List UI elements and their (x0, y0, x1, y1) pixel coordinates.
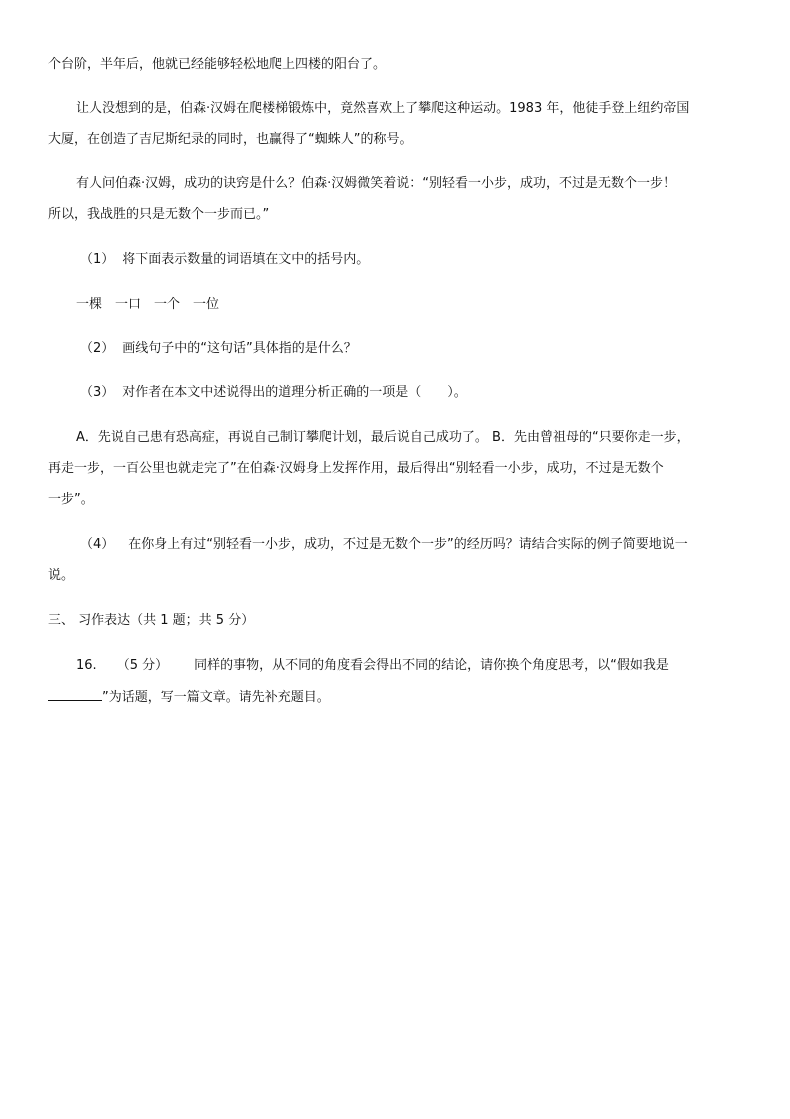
question-number: （2） (80, 341, 115, 356)
question-4 (80, 536, 688, 554)
question-number: （4） (80, 537, 115, 552)
question-number: 16. (76, 658, 97, 673)
question-text: 在你身上有过“别轻看一小步，成功，不过是无数个一步”的经历吗？请结合实际的例子简要地说一 (128, 537, 688, 552)
question-3 (80, 384, 467, 402)
question-1 (80, 251, 369, 269)
section-heading: 三、 习作表达（共 1 题；共 5 分） (48, 613, 255, 628)
measure-words-list: 一棵 一口 一个 一位 (76, 297, 220, 312)
question-number: （3） (80, 385, 115, 400)
question-2 (80, 340, 357, 358)
question-text: 对作者在本文中述说得出的道理分析正确的一项是（ ）。 (122, 385, 467, 400)
passage-line: 所以，我战胜的只是无数个一步而已。” (48, 207, 270, 222)
question-text: ”为话题，写一篇文章。请先补充题目。 (102, 690, 330, 705)
passage-line: 大厦，在创造了吉尼斯纪录的同时，也赢得了“蜘蛛人”的称号。 (48, 132, 413, 147)
passage-line: 有人问伯森·汉姆，成功的诀窍是什么？伯森·汉姆微笑着说：“别轻看一小步，成功，不过是无数个一步！ (76, 176, 677, 191)
answer-options: 再走一步，一百公里也就走完了”在伯森·汉姆身上发挥作用，最后得出“别轻看一小步，成功，不过是无数个 (48, 461, 664, 476)
fill-in-blank[interactable] (48, 688, 102, 701)
question-16-line-2 (48, 688, 330, 707)
question-text: 将下面表示数量的词语填在文中的括号内。 (122, 252, 370, 267)
passage-line: 个台阶，半年后，他就已经能够轻松地爬上四楼的阳台了。 (48, 57, 387, 72)
question-points: （5 分） (116, 658, 169, 673)
question-16 (76, 657, 669, 675)
question-text: 同样的事物，从不同的角度看会得出不同的结论，请你换个角度思考，以“假如我是 (194, 658, 669, 673)
answer-options: A．先说自己患有恐高症，再说自己制订攀爬计划，最后说自己成功了。 B．先由曾祖母的“只要你走一步， (76, 430, 690, 445)
question-number: （1） (80, 252, 115, 267)
answer-options: 一步”。 (48, 492, 94, 507)
question-text: 画线句子中的“这句话”具体指的是什么？ (122, 341, 357, 356)
question-text: 说。 (48, 568, 75, 583)
passage-line: 让人没想到的是，伯森·汉姆在爬楼梯锻炼中，竟然喜欢上了攀爬这种运动。1983 年，他徒手登上纽约帝国 (76, 101, 690, 116)
